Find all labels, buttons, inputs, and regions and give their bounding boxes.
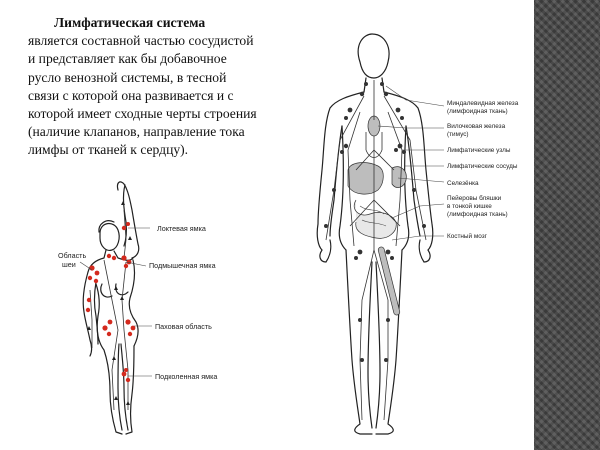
label-bone-marrow: Костный мозг <box>447 233 488 240</box>
left-body-figure <box>80 182 152 434</box>
intro-title: Лимфатическая система <box>54 15 206 30</box>
intro-line: связи с которой она развивается и с <box>28 87 234 103</box>
label-elbow-pit: Локтевая ямка <box>157 224 206 233</box>
label-peyers-patches: Пейеровы бляшки <box>447 195 502 202</box>
label-groin: Паховая область <box>155 322 212 331</box>
lymph-node-clusters <box>86 222 136 382</box>
intro-line: (наличие клапанов, направление тока <box>28 124 245 140</box>
label-knee-pit: Подколенная ямка <box>155 372 218 381</box>
intro-line: русло венозной системы, в тесной <box>28 69 227 85</box>
label-peyers-patches-note: (лимфоидная ткань) <box>447 211 508 218</box>
label-lymph-vessels: Лимфатические сосуды <box>447 163 518 170</box>
intro-line: и представляет как бы добавочное <box>28 51 227 67</box>
label-spleen: Селезёнка <box>447 180 479 187</box>
label-tonsil-note: (лимфоидная ткань) <box>447 108 508 115</box>
label-neck-area: Область <box>58 251 87 260</box>
intro-line: которой имеет сходные черты строения <box>28 106 257 122</box>
right-body-figure <box>317 34 444 434</box>
label-armpit: Подмышечная ямка <box>149 261 216 270</box>
label-thymus-note: (тимус) <box>447 131 469 138</box>
label-thymus: Вилочковая железа <box>447 123 506 130</box>
label-lymph-nodes: Лимфатические узлы <box>447 147 511 154</box>
intro-line: лимфы от тканей к сердцу). <box>28 142 189 158</box>
intro-line: является составной частью сосудистой <box>28 33 254 49</box>
label-neck-area: шеи <box>62 260 76 269</box>
label-tonsil: Миндалевидная железа <box>447 100 519 107</box>
label-peyers-patches-note: в тонкой кишке <box>447 203 492 210</box>
